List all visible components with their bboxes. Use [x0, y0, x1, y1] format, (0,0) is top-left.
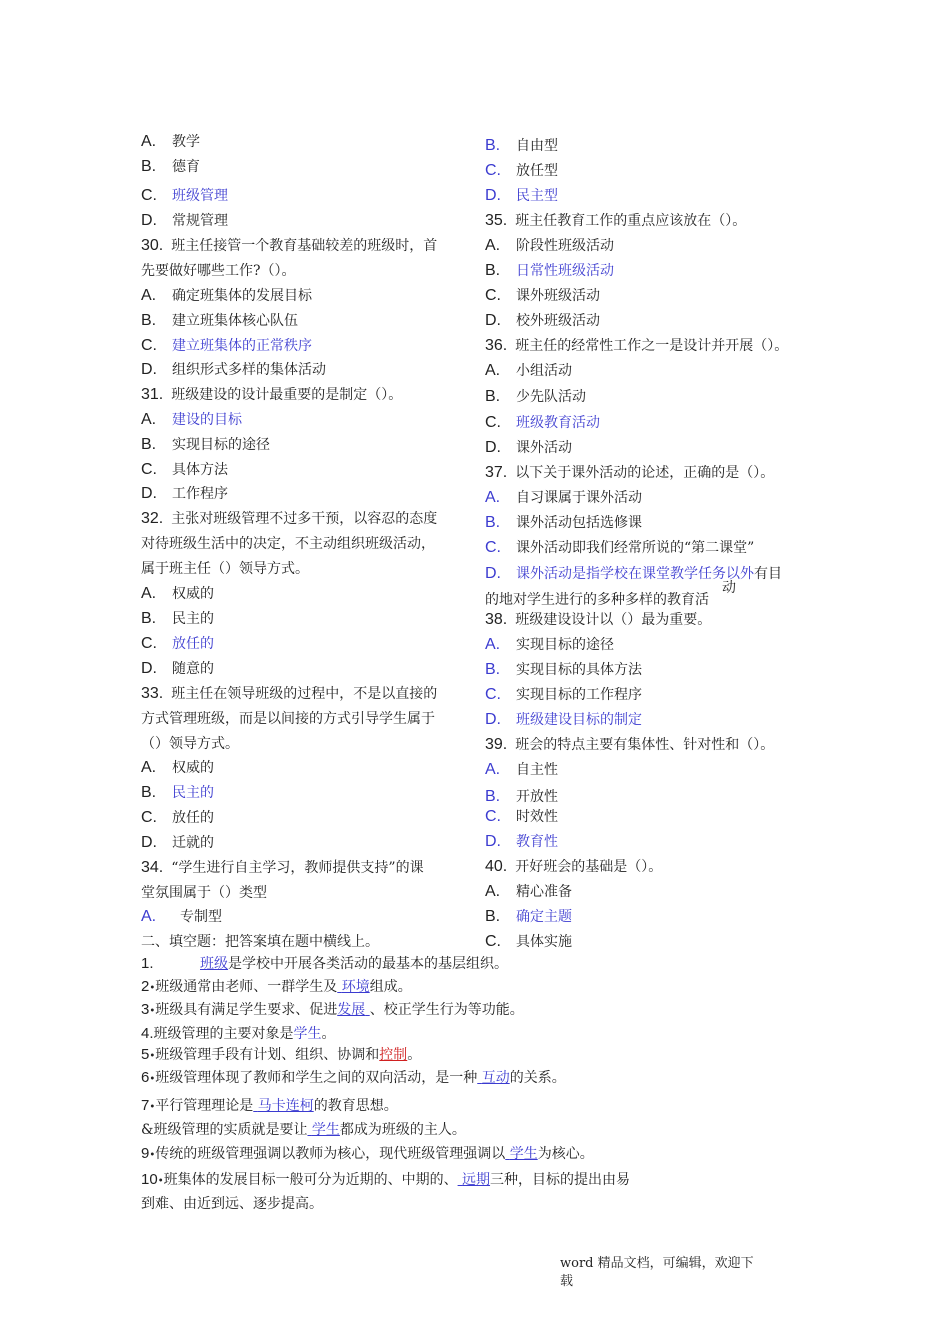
q40-option-c: C. 具体实施 — [485, 933, 572, 950]
q35-option-d: D. 校外班级活动 — [485, 312, 600, 329]
q33-option-c: C. 放任的 — [141, 809, 214, 826]
q37-option-c: C. 课外活动即我们经常所说的“第二课堂” — [485, 539, 755, 556]
q35-option-a: A. 阶段性班级活动 — [485, 237, 614, 254]
q34-option-d: D. 民主型 — [485, 187, 558, 204]
q30-option-d: D. 组织形式多样的集体活动 — [141, 361, 326, 378]
fill-item-7: 7•平行管理理论是 马卡连柯的教育思想。 — [141, 1097, 398, 1114]
fill-item-5: 5•班级管理手段有计划、组织、协调和控制。 — [141, 1046, 422, 1063]
q39-option-a: A. 自主性 — [485, 761, 558, 778]
q36-stem: 36. 班主任的经常性工作之一是设计并开展（）。 — [485, 337, 789, 354]
q32-stem: 32. 主张对班级管理不过多干预，以容忍的态度 — [141, 510, 438, 527]
q34-option-a: A. 专制型 — [141, 908, 222, 925]
fill-item-3: 3•班级具有满足学生要求、促进发展 、校正学生行为等功能。 — [141, 1001, 524, 1018]
q31-stem: 31. 班级建设的设计最重要的是制定（）。 — [141, 386, 403, 403]
q32-option-c: C. 放任的 — [141, 635, 214, 652]
q36-option-c: C. 班级教育活动 — [485, 414, 600, 431]
q39-option-c: C. 时效性 — [485, 808, 558, 825]
q37-option-d-cont: 的地对学生进行的多种多样的教育活 — [485, 592, 709, 608]
q33-stem: 33. 班主任在领导班级的过程中，不是以直接的 — [141, 685, 438, 702]
footer-line-1: word 精品文档，可编辑，欢迎下 — [560, 1256, 754, 1271]
q31-option-b: B. 实现目标的途径 — [141, 436, 270, 453]
q35-option-b: B. 日常性班级活动 — [485, 262, 614, 279]
q35-option-c: C. 课外班级活动 — [485, 287, 600, 304]
q34-option-c: C. 放任型 — [485, 162, 558, 179]
q34-stem: 34. “学生进行自主学习，教师提供支持”的课 — [141, 859, 424, 876]
q33-option-b: B. 民主的 — [141, 784, 214, 801]
fill-heading: 二、填空题：把答案填在题中横线上。 — [141, 934, 379, 950]
q32-option-d: D. 随意的 — [141, 660, 214, 677]
q30-stem: 30. 班主任接管一个教育基础较差的班级时，首 — [141, 237, 438, 254]
q39-option-b: B. 开放性 — [485, 788, 558, 805]
q30-option-c: C. 建立班集体的正常秩序 — [141, 337, 312, 354]
q34-option-b: B. 自由型 — [485, 137, 558, 154]
fill-item-10: 10•班集体的发展目标一般可分为近期的、中期的、 远期三种，目标的提出由易 — [141, 1171, 631, 1188]
q32-option-b: B. 民主的 — [141, 610, 214, 627]
q37-stem: 37. 以下关于课外活动的论述，正确的是（）。 — [485, 464, 775, 481]
footer-note — [560, 1255, 760, 1291]
q32-stem-cont: 对待班级生活中的决定，不主动组织班级活动， — [141, 536, 435, 552]
q30-option-b: B. 建立班集体核心队伍 — [141, 312, 298, 329]
q31-option-c: C. 具体方法 — [141, 461, 228, 478]
q33-option-d: D. 迁就的 — [141, 834, 214, 851]
q29-option-b: B. 德育 — [141, 158, 200, 175]
q36-option-d: D. 课外活动 — [485, 439, 572, 456]
q38-option-c: C. 实现目标的工作程序 — [485, 686, 642, 703]
q38-option-b: B. 实现目标的具体方法 — [485, 661, 642, 678]
q40-option-a: A. 精心准备 — [485, 883, 572, 900]
q32-stem-cont2: 属于班主任（）领导方式。 — [141, 561, 309, 577]
q29-option-d: D. 常规管理 — [141, 212, 228, 229]
q29-option-c: C. 班级管理 — [141, 187, 228, 204]
fill-item-1: 1. 班级是学校中开展各类活动的最基本的基层组织。 — [141, 955, 508, 972]
q31-option-d: D. 工作程序 — [141, 485, 228, 502]
fill-item-4: 4.班级管理的主要对象是学生。 — [141, 1025, 336, 1042]
q33-option-a: A. 权威的 — [141, 759, 214, 776]
q30-option-a: A. 确定班集体的发展目标 — [141, 287, 312, 304]
q32-option-a: A. 权威的 — [141, 585, 214, 602]
q37-option-d-end: 动 — [722, 580, 736, 596]
footer-line-2: 载 — [560, 1274, 574, 1289]
fill-item-10-cont: 到难、由近到远、逐步提高。 — [141, 1196, 323, 1212]
q38-option-d: D. 班级建设目标的制定 — [485, 711, 642, 728]
q39-stem: 39. 班会的特点主要有集体性、针对性和（）。 — [485, 736, 775, 753]
q40-stem: 40. 开好班会的基础是（）。 — [485, 858, 663, 875]
q29-option-a: A. 教学 — [141, 133, 200, 150]
q38-stem: 38. 班级建设设计以（）最为重要。 — [485, 611, 712, 628]
q31-option-a: A. 建设的目标 — [141, 411, 242, 428]
fill-item-9: 9•传统的班级管理强调以教师为核心，现代班级管理强调以 学生为核心。 — [141, 1145, 594, 1162]
q37-option-b: B. 课外活动包括选修课 — [485, 514, 642, 531]
q37-option-d: D. 课外活动是指学校在课堂教学任务以外有目 — [485, 565, 782, 582]
fill-item-8: &班级管理的实质就是要让 学生都成为班级的主人。 — [141, 1122, 466, 1138]
q39-option-d: D. 教育性 — [485, 833, 558, 850]
q36-option-a: A. 小组活动 — [485, 362, 572, 379]
fill-item-6: 6•班级管理体现了教师和学生之间的双向活动，是一种 互动的关系。 — [141, 1069, 566, 1086]
q38-option-a: A. 实现目标的途径 — [485, 636, 614, 653]
q34-stem-cont: 堂氛围属于（）类型 — [141, 885, 267, 901]
q33-stem-cont: 方式管理班级，而是以间接的方式引导学生属于 — [141, 711, 435, 727]
q40-option-b: B. 确定主题 — [485, 908, 572, 925]
fill-item-2: 2•班级通常由老师、一群学生及 环境组成。 — [141, 978, 412, 995]
q37-option-a: A. 自习课属于课外活动 — [485, 489, 642, 506]
q33-stem-cont2: （）领导方式。 — [141, 736, 239, 752]
q36-option-b: B. 少先队活动 — [485, 388, 586, 405]
q35-stem: 35. 班主任教育工作的重点应该放在（）。 — [485, 212, 747, 229]
q30-stem-cont: 先要做好哪些工作?（）。 — [141, 263, 296, 279]
